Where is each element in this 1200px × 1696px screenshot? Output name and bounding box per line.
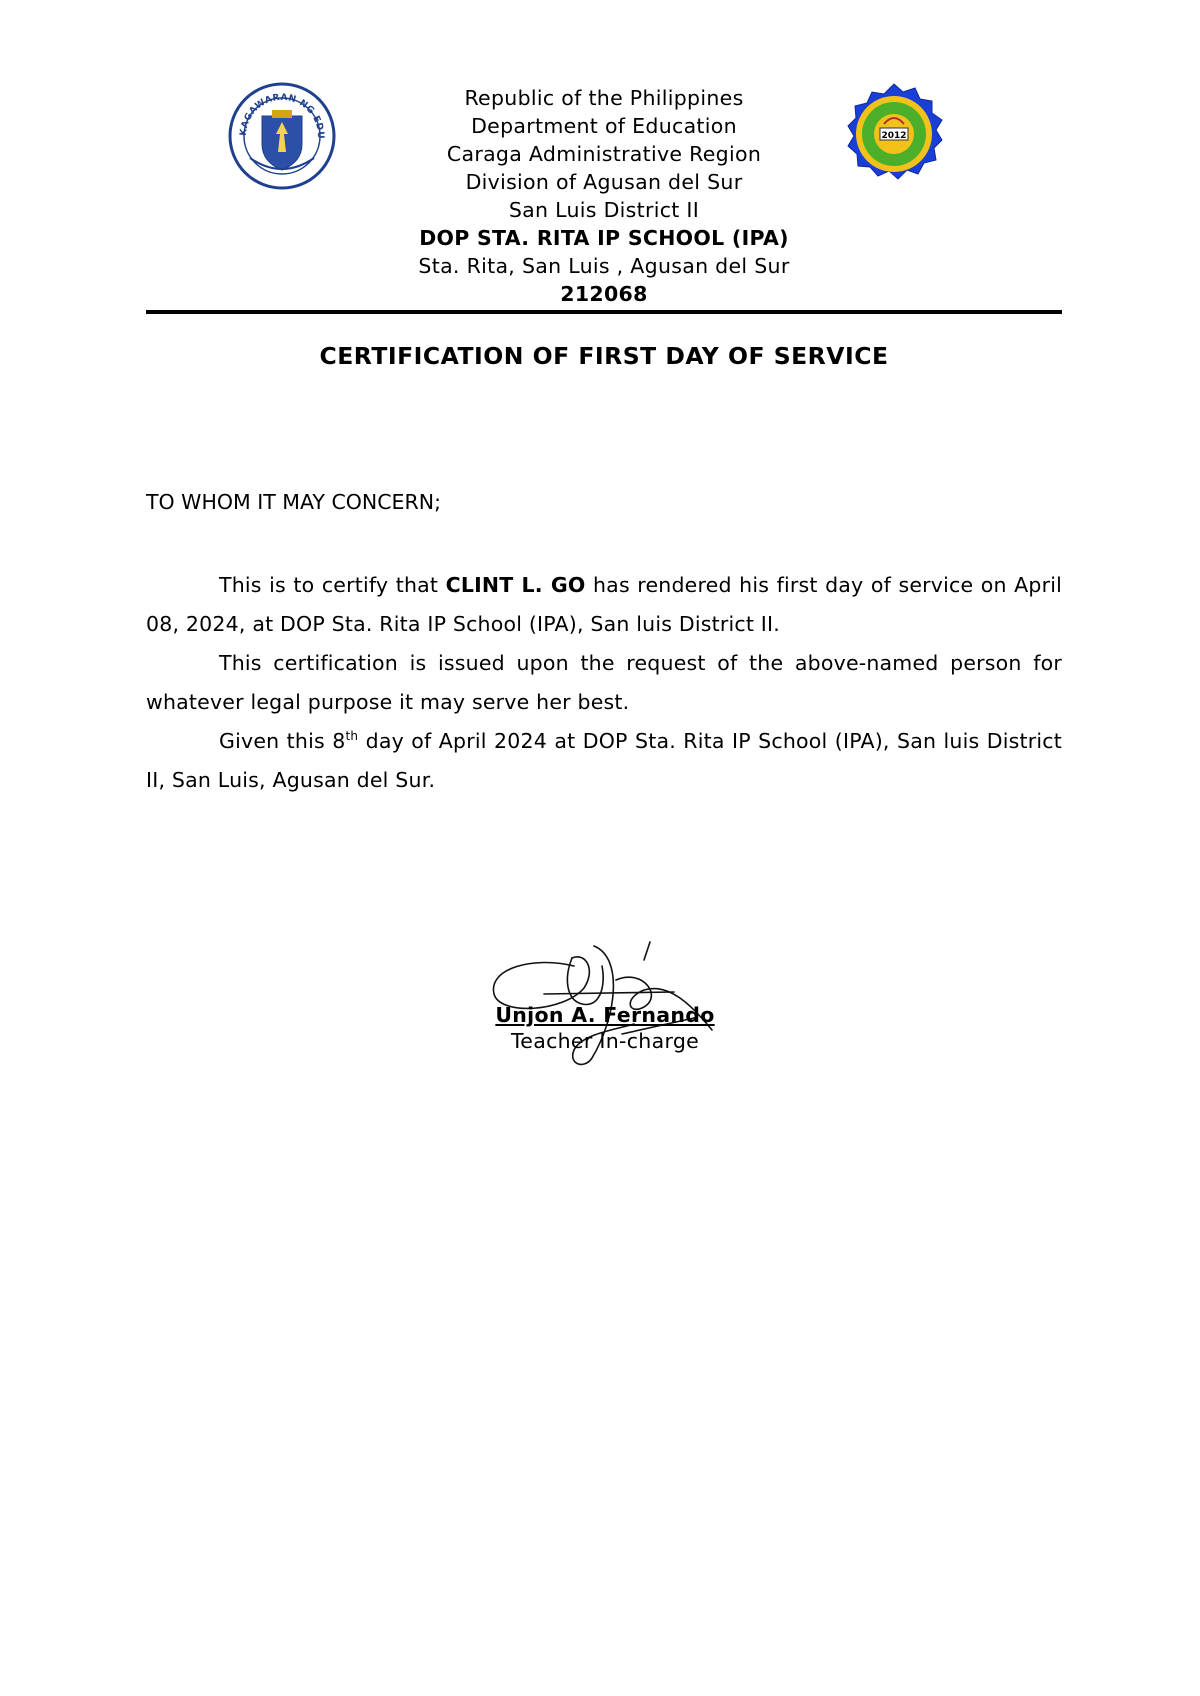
document-title: CERTIFICATION OF FIRST DAY OF SERVICE — [319, 342, 889, 370]
header-divider — [146, 310, 1062, 314]
salutation: TO WHOM IT MAY CONCERN; — [146, 490, 441, 514]
division-line: Division of Agusan del Sur — [465, 170, 743, 194]
school-id: 212068 — [560, 282, 648, 306]
employee-name: CLINT L. GO — [445, 573, 586, 597]
school-address: Sta. Rita, San Luis , Agusan del Sur — [418, 254, 790, 278]
school-seal-year: 2012 — [881, 131, 907, 141]
department-line: Department of Education — [471, 114, 737, 138]
region-line: Caraga Administrative Region — [446, 142, 762, 166]
signatory-name: Unjon A. Fernando — [495, 1003, 715, 1027]
signatory-position: Teacher In-charge — [510, 1029, 700, 1053]
country-line: Republic of the Philippines — [464, 86, 744, 110]
signatory-block — [400, 1002, 810, 1054]
district-line: San Luis District II — [508, 198, 700, 222]
certificate-body — [146, 566, 1062, 800]
school-name: DOP STA. RITA IP SCHOOL (IPA) — [419, 226, 789, 250]
letterhead — [300, 84, 908, 308]
svg-text:KAGAWARAN NG EDUKASYON: KAGAWARAN NG EDU — [238, 92, 326, 140]
paragraph-certify: This is to certify that CLINT L. GO has rendered his first day of service on April 08, 2024, at DOP Sta. Rita IP School (IPA), San luis District II. — [146, 573, 1062, 636]
paragraph-given: Given this 8th day of April 2024 at DOP Sta. Rita IP School (IPA), San luis District II, San Luis, Agusan del Sur. — [146, 729, 1063, 792]
paragraph-purpose: This certification is issued upon the request of the above-named person for whatever legal purpose it may serve her best. — [146, 651, 1062, 714]
